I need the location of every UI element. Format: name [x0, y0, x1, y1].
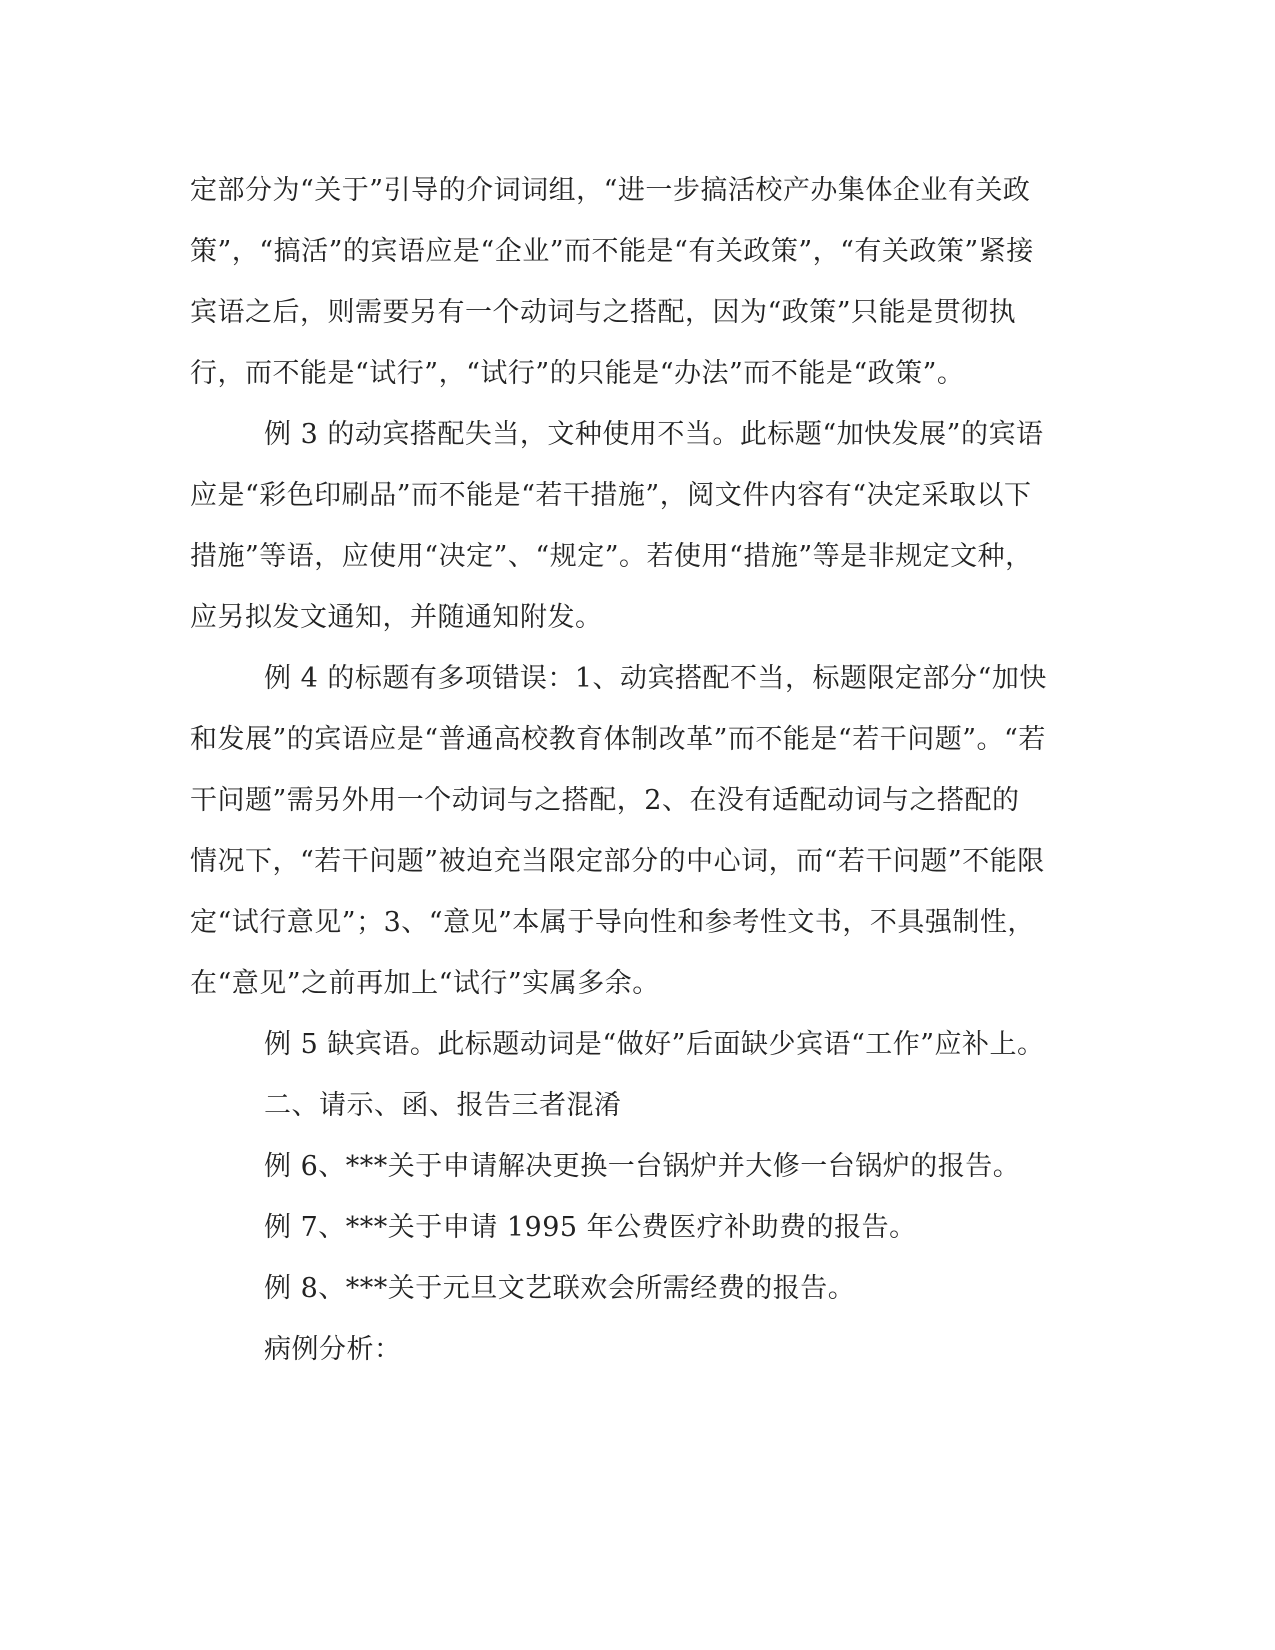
- text-line: 应另拟发文通知，并随通知附发。: [190, 602, 603, 633]
- example-8: 例 8、***关于元旦文艺联欢会所需经费的报告。: [264, 1273, 856, 1304]
- paragraph-example-5: 例 5 缺宾语。此标题动词是“做好”后面缺少宾语“工作”应补上。: [264, 1029, 1045, 1060]
- analysis-heading: 病例分析：: [264, 1334, 402, 1365]
- section-heading: 二、请示、函、报告三者混淆: [264, 1090, 622, 1121]
- text-line: 和发展”的宾语应是“普通高校教育体制改革”而不能是“若干问题”。“若: [190, 724, 1046, 755]
- text-line: 措施”等语，应使用“决定”、“规定”。若使用“措施”等是非规定文种，: [190, 541, 1033, 572]
- example-6: 例 6、***关于申请解决更换一台锅炉并大修一台锅炉的报告。: [264, 1151, 1021, 1182]
- text-line: 定“试行意见”；3、“意见”本属于导向性和参考性文书，不具强制性，: [190, 907, 1035, 938]
- body-text: [190, 160, 1090, 1380]
- text-line: 在“意见”之前再加上“试行”实属多余。: [190, 968, 660, 999]
- paragraph-example-4: 例 4 的标题有多项错误：1、动宾搭配不当，标题限定部分“加快: [264, 663, 1047, 694]
- text-line: 应是“彩色印刷品”而不能是“若干措施”，阅文件内容有“决定采取以下: [190, 480, 1032, 511]
- text-line: 行，而不能是“试行”，“试行”的只能是“办法”而不能是“政策”。: [190, 358, 965, 389]
- example-7: 例 7、***关于申请 1995 年公费医疗补助费的报告。: [264, 1212, 917, 1243]
- paragraph-example-3: 例 3 的动宾搭配失当，文种使用不当。此标题“加快发展”的宾语: [264, 419, 1044, 450]
- text-line: 宾语之后，则需要另有一个动词与之搭配，因为“政策”只能是贯彻执: [190, 297, 1017, 328]
- text-line: 干问题”需另外用一个动词与之搭配，2、在没有适配动词与之搭配的: [190, 785, 1020, 816]
- text-line: 情况下，“若干问题”被迫充当限定部分的中心词，而“若干问题”不能限: [190, 846, 1045, 877]
- text-line: 定部分为“关于”引导的介词词组，“进一步搞活校产办集体企业有关政: [190, 175, 1031, 206]
- text-line: 策”，“搞活”的宾语应是“企业”而不能是“有关政策”，“有关政策”紧接: [190, 236, 1034, 267]
